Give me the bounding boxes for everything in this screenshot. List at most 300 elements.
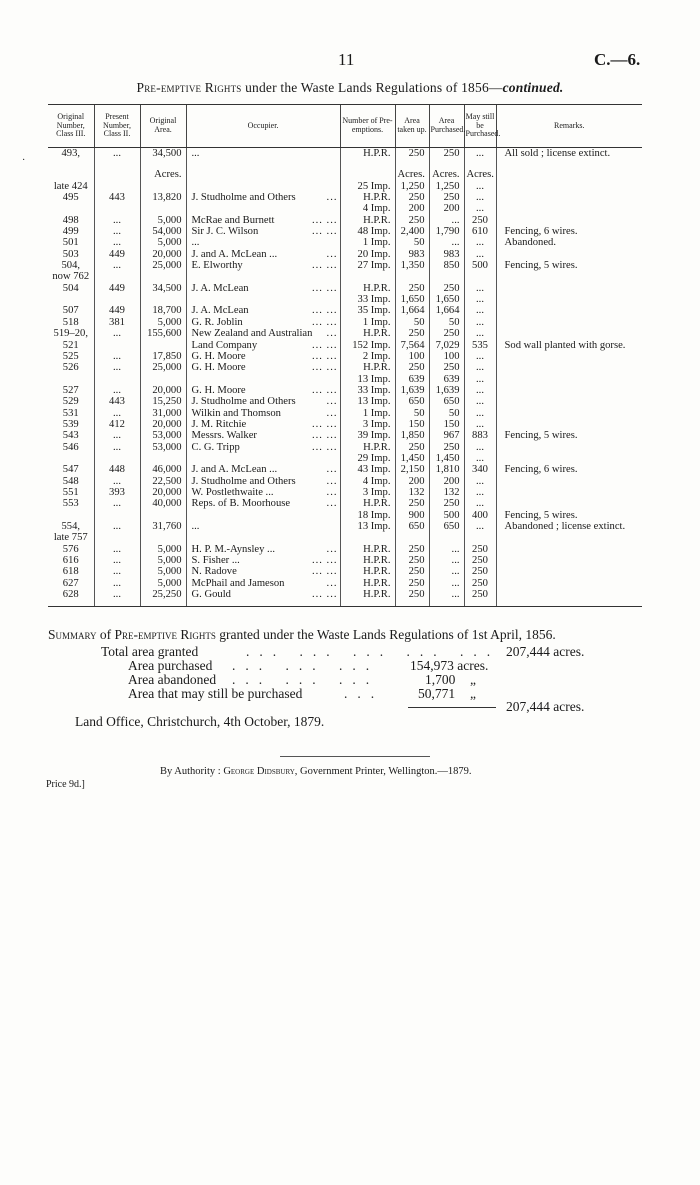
cell-area-taken-up: 50 [395, 317, 429, 328]
cell-area-taken-up: 250 [395, 589, 429, 606]
dot-leader: ... [326, 192, 338, 204]
table-row [48, 271, 642, 282]
table-row [48, 203, 642, 214]
cell-original-number: 526 [62, 362, 79, 374]
cell-present-number: ... [94, 328, 140, 339]
cell-original-number: 529 [62, 396, 79, 408]
cell-area-purchased: 983 [429, 249, 464, 260]
cell-area-purchased: ... [429, 237, 464, 248]
cell-original-number: 493, [61, 148, 81, 159]
cell-area-purchased: Acres. [429, 169, 464, 180]
cell-present-number: 381 [94, 317, 140, 328]
cell-pre-emptions: 3 Imp. [340, 487, 395, 498]
cell-area-purchased: ... [429, 215, 464, 226]
cell-area-taken-up: Acres. [395, 169, 429, 180]
printer-authority [160, 766, 472, 777]
cell-area-taken-up: 1,850 [395, 430, 429, 441]
cell-remarks [496, 589, 642, 606]
cell-area-taken-up: 200 [395, 203, 429, 214]
occupier-name: W. Postlethwaite ... [191, 486, 274, 498]
cell-occupier [186, 283, 340, 294]
cell-occupier [186, 487, 340, 498]
occupier-name: J. A. McLean [191, 282, 249, 294]
cell-may-still-be-purchased: ... [464, 283, 496, 294]
cell-occupier [186, 385, 340, 396]
dot-leader: ... [326, 486, 338, 498]
summary-purchased-label: Area purchased [128, 658, 213, 673]
cell-remarks [496, 317, 642, 328]
cell-occupier [186, 351, 340, 362]
cell-original-number: 504, [61, 260, 81, 272]
cell-occupier: ... [186, 237, 340, 248]
cell-original-number: 521 [62, 339, 79, 351]
cell-remarks: Sod wall planted with gorse. [496, 340, 642, 351]
cell-original-area: 5,000 [140, 237, 186, 248]
cell-area-purchased: ... [429, 544, 464, 555]
table-row [48, 169, 642, 180]
occupier-name: McPhail and Jameson [191, 577, 285, 589]
cell-may-still-be-purchased: 250 [464, 578, 496, 589]
cell-area-taken-up: 2,400 [395, 226, 429, 237]
cell-remarks [496, 181, 642, 192]
occupier-name: G. H. Moore [191, 362, 246, 374]
table-row [48, 249, 642, 260]
cell-pre-emptions: H.P.R. [340, 283, 395, 294]
cell-pre-emptions: 27 Imp. [340, 260, 395, 271]
cell-present-number: ... [94, 521, 140, 532]
cell-occupier [186, 362, 340, 373]
summary-abandoned-dots: ... ... ... [232, 672, 380, 687]
cell-original-area: 20,000 [140, 385, 186, 396]
cell-present-number: 449 [94, 305, 140, 316]
cell-original-number: 503 [62, 248, 79, 260]
header-number-of-pre-emptions: Number of Pre-emptions. [340, 105, 395, 148]
table-row [48, 464, 642, 475]
cell-area-taken-up [395, 271, 429, 282]
dot-leader: ... ... [311, 441, 338, 453]
cell-area-purchased: 100 [429, 351, 464, 362]
cell-area-taken-up: 1,350 [395, 260, 429, 271]
cell-present-number: 443 [94, 396, 140, 407]
cell-remarks [496, 362, 642, 373]
cell-present-number: ... [94, 566, 140, 577]
cell-area-taken-up: 250 [395, 283, 429, 294]
cell-remarks [496, 578, 642, 589]
cell-area-purchased: 50 [429, 317, 464, 328]
cell-may-still-be-purchased: ... [464, 476, 496, 487]
cell-occupier [186, 430, 340, 441]
summary-still-ditto: „ [470, 686, 476, 701]
cell-may-still-be-purchased: ... [464, 203, 496, 214]
cell-occupier [186, 215, 340, 226]
table-row [48, 385, 642, 396]
cell-pre-emptions: 33 Imp. [340, 294, 395, 305]
cell-occupier [186, 532, 340, 543]
table-row [48, 317, 642, 328]
cell-original-number: 543 [62, 430, 79, 442]
cell-occupier [186, 408, 340, 419]
cell-pre-emptions: 43 Imp. [340, 464, 395, 475]
dot-leader: ... [326, 407, 338, 419]
cell-present-number [94, 453, 140, 464]
footer-rule [280, 756, 430, 757]
occupier-name: J. Studholme and Others [191, 192, 296, 204]
occupier-name: G. H. Moore [191, 384, 246, 396]
cell-remarks [496, 203, 642, 214]
cell-original-area: 5,000 [140, 566, 186, 577]
cell-occupier [186, 566, 340, 577]
cell-area-taken-up: 50 [395, 237, 429, 248]
cell-original-area: 5,000 [140, 215, 186, 226]
occupier-name: E. Elworthy [191, 260, 243, 272]
cell-area-purchased [429, 532, 464, 543]
cell-pre-emptions: H.P.R. [340, 442, 395, 453]
cell-remarks: Abandoned. [496, 237, 642, 248]
cell-remarks [496, 442, 642, 453]
dot-leader: ... ... [311, 418, 338, 430]
cell-remarks [496, 305, 642, 316]
table-row [48, 544, 642, 555]
summary-sum-rule [408, 707, 496, 708]
cell-present-number: ... [94, 362, 140, 373]
cell-area-taken-up: 250 [395, 578, 429, 589]
cell-original-number: 548 [62, 475, 79, 487]
cell-present-number [94, 271, 140, 282]
cell-original-number [48, 169, 94, 180]
cell-pre-emptions: 1 Imp. [340, 237, 395, 248]
dot-leader: ... [326, 248, 338, 260]
cell-area-taken-up: 1,450 [395, 453, 429, 464]
table-row [48, 396, 642, 407]
header-area-taken-up: Area taken up. [395, 105, 429, 148]
cell-remarks: Fencing, 6 wires. [496, 464, 642, 475]
table-row [48, 419, 642, 430]
cell-present-number [94, 532, 140, 543]
table-row [48, 498, 642, 509]
cell-remarks [496, 328, 642, 339]
cell-pre-emptions: H.P.R. [340, 192, 395, 203]
cell-original-area: 54,000 [140, 226, 186, 237]
cell-occupier [186, 328, 340, 339]
cell-occupier [186, 498, 340, 509]
cell-original-number: 495 [62, 192, 79, 204]
cell-area-taken-up: 250 [395, 498, 429, 509]
summary-total-dots: ... ... ... ... ... [246, 644, 501, 659]
cell-present-number: ... [94, 226, 140, 237]
dot-leader: ... ... [311, 339, 338, 351]
cell-area-purchased: 500 [429, 510, 464, 521]
cell-area-purchased: 1,790 [429, 226, 464, 237]
table-row [48, 589, 642, 606]
table-bottom-rule [48, 606, 642, 607]
cell-pre-emptions: H.P.R. [340, 566, 395, 577]
table-header-row [48, 105, 642, 148]
cell-pre-emptions: H.P.R. [340, 555, 395, 566]
header-present-number: Present Number, Class II. [94, 105, 140, 148]
cell-area-purchased: ... [429, 589, 464, 606]
dot-leader: ... [326, 498, 338, 510]
cell-may-still-be-purchased: ... [464, 249, 496, 260]
cell-remarks [496, 294, 642, 305]
cell-area-purchased: 200 [429, 476, 464, 487]
occupier-name: Land Company [191, 339, 258, 351]
cell-present-number: ... [94, 351, 140, 362]
summary-title [48, 627, 556, 643]
cell-original-area: 53,000 [140, 430, 186, 441]
cell-area-taken-up: 1,639 [395, 385, 429, 396]
summary-title-of: of [96, 627, 115, 642]
occupier-name: J. and A. McLean ... [191, 464, 278, 476]
cell-area-purchased: 7,029 [429, 340, 464, 351]
cell-original-number: 519–20, [53, 328, 88, 340]
cell-area-taken-up: 132 [395, 487, 429, 498]
cell-area-purchased: 1,450 [429, 453, 464, 464]
occupier-name: J. and A. McLean ... [191, 248, 278, 260]
cell-present-number [94, 169, 140, 180]
cell-original-number [48, 453, 94, 464]
cell-remarks [496, 385, 642, 396]
table-row [48, 226, 642, 237]
cell-occupier [186, 396, 340, 407]
cell-pre-emptions [340, 271, 395, 282]
cell-original-number: 499 [62, 226, 79, 238]
cell-area-taken-up: 639 [395, 374, 429, 385]
cell-original-number [48, 510, 94, 521]
cell-may-still-be-purchased: 250 [464, 544, 496, 555]
table-row [48, 237, 642, 248]
dot-leader: ... ... [311, 362, 338, 374]
cell-pre-emptions: 48 Imp. [340, 226, 395, 237]
cell-original-area: 20,000 [140, 249, 186, 260]
cell-original-number: 618 [62, 566, 79, 578]
cell-may-still-be-purchased: ... [464, 328, 496, 339]
cell-original-area: 5,000 [140, 578, 186, 589]
table-row [48, 532, 642, 543]
summary-title-smallcaps: Summary [48, 627, 97, 642]
dot-leader: ... ... [311, 316, 338, 328]
cell-area-purchased: 150 [429, 419, 464, 430]
cell-occupier [186, 203, 340, 214]
occupier-name: G. R. Joblin [191, 316, 243, 328]
cell-present-number: 449 [94, 283, 140, 294]
cell-occupier [186, 589, 340, 606]
cell-occupier [186, 419, 340, 430]
cell-remarks [496, 249, 642, 260]
cell-occupier [186, 294, 340, 305]
dot-leader: ... [326, 396, 338, 408]
cell-pre-emptions: 20 Imp. [340, 249, 395, 260]
cell-occupier [186, 317, 340, 328]
cell-area-taken-up: 250 [395, 555, 429, 566]
cell-original-number: 518 [62, 316, 79, 328]
cell-remarks [496, 476, 642, 487]
cell-present-number: ... [94, 237, 140, 248]
cell-area-taken-up: 250 [395, 544, 429, 555]
cell-may-still-be-purchased: ... [464, 148, 496, 160]
cell-occupier [186, 442, 340, 453]
cell-occupier [186, 578, 340, 589]
cell-present-number [94, 203, 140, 214]
cell-original-area: 53,000 [140, 442, 186, 453]
header-occupier: Occupier. [186, 105, 340, 148]
cell-pre-emptions: 25 Imp. [340, 181, 395, 192]
summary-still-dots: ... [344, 686, 385, 701]
table-row [48, 487, 642, 498]
cell-may-still-be-purchased: ... [464, 442, 496, 453]
cell-original-number: 554, [61, 521, 81, 532]
cell-present-number: ... [94, 408, 140, 419]
cell-area-taken-up: 650 [395, 521, 429, 532]
cell-pre-emptions: 39 Imp. [340, 430, 395, 441]
cell-original-area [140, 453, 186, 464]
cell-may-still-be-purchased: ... [464, 419, 496, 430]
summary-purchased-value: 154,973 acres. [410, 658, 489, 673]
cell-may-still-be-purchased: 250 [464, 589, 496, 606]
cell-present-number: ... [94, 476, 140, 487]
dot-leader: ... ... [311, 226, 338, 238]
cell-present-number: ... [94, 498, 140, 509]
cell-original-area: 15,250 [140, 396, 186, 407]
cell-area-taken-up: 650 [395, 396, 429, 407]
cell-occupier [186, 181, 340, 192]
table-row [48, 192, 642, 203]
occupier-name: G. Gould [191, 589, 231, 601]
occupier-name: New Zealand and Australian [191, 328, 313, 340]
cell-occupier [186, 453, 340, 464]
cell-area-purchased [429, 271, 464, 282]
cell-remarks [496, 271, 642, 282]
cell-pre-emptions: 33 Imp. [340, 385, 395, 396]
cell-original-number: now 762 [52, 271, 90, 283]
cell-present-number: ... [94, 544, 140, 555]
cell-area-purchased: ... [429, 566, 464, 577]
cell-original-area: 25,250 [140, 589, 186, 606]
cell-area-taken-up [395, 532, 429, 543]
cell-remarks [496, 396, 642, 407]
cell-present-number [94, 294, 140, 305]
table-row [48, 566, 642, 577]
table-row [48, 283, 642, 294]
cell-may-still-be-purchased: ... [464, 498, 496, 509]
price: Price 9d.] [46, 779, 85, 790]
cell-area-taken-up: 983 [395, 249, 429, 260]
cell-area-taken-up: 100 [395, 351, 429, 362]
table-row [48, 374, 642, 385]
cell-present-number: 412 [94, 419, 140, 430]
cell-area-purchased: ... [429, 578, 464, 589]
occupier-name: Reps. of B. Moorhouse [191, 498, 291, 510]
cell-may-still-be-purchased: ... [464, 453, 496, 464]
occupier-name: J. Studholme and Others [191, 475, 296, 487]
cell-remarks [496, 192, 642, 203]
cell-area-purchased: 250 [429, 283, 464, 294]
dot-leader: ... ... [311, 305, 338, 317]
table-row [48, 215, 642, 226]
table-row [48, 453, 642, 464]
cell-original-area: 17,850 [140, 351, 186, 362]
summary-still-value: 50,771 [418, 686, 456, 701]
cell-pre-emptions: H.P.R. [340, 578, 395, 589]
table-row [48, 328, 642, 339]
cell-occupier: ... [186, 148, 340, 160]
summary-total-value: 207,444 acres. [506, 644, 585, 659]
summary-sum-value: 207,444 acres. [506, 699, 585, 714]
cell-remarks [496, 532, 642, 543]
cell-area-taken-up: 900 [395, 510, 429, 521]
cell-area-taken-up: 250 [395, 328, 429, 339]
header-original-number: Original Number, Class III. [48, 105, 94, 148]
cell-pre-emptions: H.P.R. [340, 498, 395, 509]
header-may-still-be-purchased: May still be Purchased. [464, 105, 496, 148]
cell-pre-emptions: H.P.R. [340, 544, 395, 555]
cell-area-taken-up: 250 [395, 566, 429, 577]
cell-remarks [496, 453, 642, 464]
cell-original-area: 46,000 [140, 464, 186, 475]
cell-present-number: ... [94, 589, 140, 606]
cell-original-area: 18,700 [140, 305, 186, 316]
cell-area-taken-up: 150 [395, 419, 429, 430]
cell-occupier [186, 226, 340, 237]
cell-original-area [140, 181, 186, 192]
cell-pre-emptions: H.P.R. [340, 589, 395, 606]
cell-remarks: Fencing, 5 wires. [496, 260, 642, 271]
cell-occupier [186, 476, 340, 487]
cell-original-area: 5,000 [140, 555, 186, 566]
cell-may-still-be-purchased: ... [464, 181, 496, 192]
cell-original-area [140, 294, 186, 305]
cell-may-still-be-purchased: Acres. [464, 169, 496, 180]
cell-occupier [186, 510, 340, 521]
occupier-name: H. P. M.-Aynsley ... [191, 543, 275, 555]
occupier-name: McRae and Burnett [191, 214, 275, 226]
cell-original-area: 5,000 [140, 317, 186, 328]
cell-original-number: 531 [62, 407, 79, 419]
cell-original-area: 25,000 [140, 260, 186, 271]
cell-original-area: 20,000 [140, 487, 186, 498]
header-area-purchased: Area Purchased. [429, 105, 464, 148]
cell-area-purchased: 132 [429, 487, 464, 498]
cell-original-area: 34,500 [140, 283, 186, 294]
cell-area-taken-up: 200 [395, 476, 429, 487]
cell-pre-emptions: H.P.R. [340, 148, 395, 160]
cell-area-taken-up: 7,564 [395, 340, 429, 351]
cell-remarks [496, 566, 642, 577]
cell-area-taken-up: 50 [395, 408, 429, 419]
cell-remarks [496, 215, 642, 226]
cell-occupier [186, 260, 340, 271]
cell-present-number: ... [94, 578, 140, 589]
summary-abandoned-value: 1,700 [425, 672, 456, 687]
summary-abandoned-label: Area abandoned [128, 672, 217, 687]
occupier-name: J. Studholme and Others [191, 396, 296, 408]
cell-may-still-be-purchased [464, 271, 496, 282]
cell-area-purchased: 200 [429, 203, 464, 214]
cell-may-still-be-purchased: 535 [464, 340, 496, 351]
table-row [48, 362, 642, 373]
cell-area-purchased: 1,650 [429, 294, 464, 305]
cell-original-area [140, 340, 186, 351]
cell-present-number: 448 [94, 464, 140, 475]
summary-abandoned-ditto: „ [470, 672, 476, 687]
cell-original-number: 546 [62, 441, 79, 453]
cell-may-still-be-purchased: 250 [464, 566, 496, 577]
dot-leader: ... ... [311, 430, 338, 442]
cell-original-area: 22,500 [140, 476, 186, 487]
cell-area-purchased: 250 [429, 148, 464, 160]
cell-pre-emptions: 4 Imp. [340, 203, 395, 214]
table-row [48, 340, 642, 351]
cell-pre-emptions: 18 Imp. [340, 510, 395, 521]
